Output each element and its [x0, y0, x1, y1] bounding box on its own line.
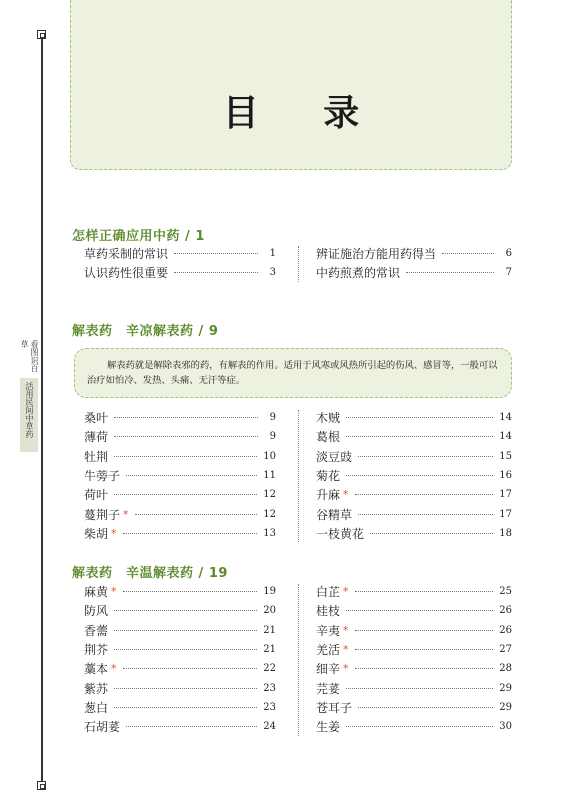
page-title: 目 录: [222, 92, 386, 134]
toc-entry-page-number: 3: [269, 267, 276, 279]
dot-leader: [346, 475, 493, 476]
toc-entry[interactable]: [316, 447, 512, 466]
toc-entry-page-number: 12: [263, 508, 276, 520]
toc-entry[interactable]: [84, 717, 276, 736]
side-tab: [20, 338, 38, 452]
section-heading-1[interactable]: [72, 225, 205, 244]
dot-leader: [406, 272, 494, 273]
toc-entry-title: 防风: [84, 604, 109, 619]
toc-entry-page-number: 30: [499, 721, 512, 733]
section-note: 解表药就是解除表邪的药，有解表的作用。适用于风寒或风热所引起的伤风、感冒等，一般可以治疗如怕冷、发热、头痛、无汗等症。: [74, 348, 512, 398]
side-tab-subtitle: 活用民间中草药: [25, 382, 34, 438]
toc-entry[interactable]: [316, 582, 512, 601]
dot-leader: [355, 649, 494, 650]
toc-entry[interactable]: [84, 640, 276, 659]
toc-entry-page-number: 29: [499, 701, 512, 713]
toc-entry-title: 桂枝: [316, 604, 341, 619]
toc-entry[interactable]: [316, 244, 512, 263]
toc-entry[interactable]: [84, 582, 276, 601]
asterisk-marker: *: [111, 662, 117, 676]
toc-entry-title: 辨证施治方能用药得当: [316, 247, 437, 262]
section-heading-2-page: / 9: [193, 324, 219, 339]
dot-leader: [114, 649, 257, 650]
asterisk-marker: *: [343, 585, 349, 599]
dot-leader: [355, 630, 494, 631]
toc-column-right-2: [316, 408, 512, 543]
dot-leader: [355, 494, 494, 495]
section-heading-1-page: / 1: [180, 229, 205, 244]
toc-entry[interactable]: [316, 717, 512, 736]
section-heading-3-page: / 19: [193, 566, 228, 581]
dot-leader: [174, 272, 258, 273]
toc-entry-title: 苍耳子: [316, 700, 353, 715]
dot-leader: [346, 688, 493, 689]
section-heading-2[interactable]: [72, 320, 218, 339]
frame-corner-ornament-bottom: [37, 781, 46, 790]
toc-entry-title: 荷叶: [84, 488, 109, 503]
toc-entry[interactable]: [84, 524, 276, 543]
dot-leader: [346, 436, 493, 437]
toc-entry-title: 牡荆: [84, 449, 109, 464]
toc-column-right-3: [316, 582, 512, 736]
toc-entry[interactable]: [316, 427, 512, 446]
dot-leader: [114, 494, 257, 495]
asterisk-marker: *: [343, 662, 349, 676]
dot-leader: [114, 436, 258, 437]
toc-entry-page-number: 28: [499, 663, 512, 675]
toc-entry-page-number: 26: [499, 624, 512, 636]
toc-entry-title: 一枝黄花: [316, 526, 365, 541]
toc-entry[interactable]: [316, 640, 512, 659]
toc-entry-page-number: 25: [499, 586, 512, 598]
asterisk-marker: *: [343, 643, 349, 657]
toc-entry-title: 升麻: [316, 488, 341, 503]
toc-entry-title: 菊花: [316, 469, 341, 484]
toc-entry[interactable]: [316, 698, 512, 717]
dot-leader: [355, 591, 494, 592]
toc-entry-title: 芫荽: [316, 681, 341, 696]
dot-leader: [126, 475, 257, 476]
toc-entry-title: 葱白: [84, 700, 109, 715]
toc-entry-title: 柴胡: [84, 526, 109, 541]
toc-entry-page-number: 6: [505, 248, 512, 260]
toc-entry-title: 中药煎煮的常识: [316, 266, 401, 281]
toc-entry-page-number: 29: [499, 682, 512, 694]
toc-entry-title: 淡豆豉: [316, 449, 353, 464]
toc-entry[interactable]: [316, 678, 512, 697]
toc-entry-title: 谷精草: [316, 507, 353, 522]
toc-entry-page-number: 17: [499, 489, 512, 501]
toc-entry-page-number: 9: [269, 412, 276, 424]
asterisk-marker: *: [111, 585, 117, 599]
toc-entry[interactable]: [84, 408, 276, 427]
toc-entry-title: 羌活: [316, 643, 341, 658]
toc-entry-title: 辛夷: [316, 623, 341, 638]
column-divider-1: [298, 246, 299, 282]
toc-entry-page-number: 12: [263, 489, 276, 501]
section-heading-1-text: 怎样正确应用中药: [72, 229, 181, 244]
toc-entry[interactable]: [84, 504, 276, 523]
left-frame-line: [41, 38, 43, 782]
asterisk-marker: *: [343, 488, 349, 502]
toc-entry[interactable]: [84, 447, 276, 466]
toc-entry-title: 紫苏: [84, 681, 109, 696]
toc-entry-page-number: 14: [499, 431, 512, 443]
toc-entry-title: 认识药性很重要: [84, 266, 169, 281]
dot-leader: [370, 533, 493, 534]
toc-entry[interactable]: [84, 698, 276, 717]
dot-leader: [114, 707, 257, 708]
toc-entry-page-number: 26: [499, 605, 512, 617]
dot-leader: [123, 668, 258, 669]
toc-entry-page-number: 16: [499, 470, 512, 482]
toc-entry[interactable]: [316, 621, 512, 640]
toc-entry-page-number: 14: [499, 412, 512, 424]
toc-entry-title: 桑叶: [84, 411, 109, 426]
toc-entry-page-number: 1: [269, 248, 276, 260]
toc-entry-title: 香薷: [84, 623, 109, 638]
dot-leader: [358, 514, 493, 515]
toc-column-left-2: [84, 408, 276, 543]
asterisk-marker: *: [111, 526, 117, 540]
dot-leader: [174, 253, 258, 254]
toc-entry[interactable]: [84, 659, 276, 678]
dot-leader: [442, 253, 494, 254]
toc-entry[interactable]: [316, 524, 512, 543]
toc-entry[interactable]: [316, 466, 512, 485]
toc-entry-page-number: 21: [263, 644, 276, 656]
dot-leader: [135, 514, 258, 515]
section-heading-2-text: 解表药 辛凉解表药: [72, 324, 194, 339]
dot-leader: [123, 591, 258, 592]
toc-entry-page-number: 9: [269, 431, 276, 443]
dot-leader: [114, 456, 257, 457]
toc-entry-title: 麻黄: [84, 585, 109, 600]
dot-leader: [358, 456, 493, 457]
toc-entry-page-number: 27: [499, 644, 512, 656]
toc-entry[interactable]: [316, 659, 512, 678]
dot-leader: [114, 417, 258, 418]
toc-entry-title: 葛根: [316, 430, 341, 445]
toc-entry[interactable]: [84, 621, 276, 640]
toc-entry-page-number: 21: [263, 624, 276, 636]
toc-entry-page-number: 24: [263, 721, 276, 733]
toc-entry[interactable]: [84, 601, 276, 620]
toc-entry[interactable]: [316, 408, 512, 427]
toc-entry-page-number: 23: [263, 701, 276, 713]
toc-entry-page-number: 20: [263, 605, 276, 617]
toc-entry-title: 白芷: [316, 585, 341, 600]
toc-entry-title: 木贼: [316, 411, 341, 426]
toc-entry[interactable]: [316, 263, 512, 282]
dot-leader: [346, 417, 493, 418]
toc-entry-page-number: 15: [499, 450, 512, 462]
toc-entry[interactable]: [84, 466, 276, 485]
dot-leader: [346, 726, 493, 727]
toc-entry-page-number: 13: [263, 527, 276, 539]
toc-entry-page-number: 7: [505, 267, 512, 279]
toc-entry[interactable]: [316, 601, 512, 620]
toc-entry[interactable]: [84, 244, 276, 263]
toc-entry-page-number: 10: [263, 450, 276, 462]
toc-entry-page-number: 18: [499, 527, 512, 539]
toc-column-left-3: [84, 582, 276, 736]
section-heading-3[interactable]: [72, 562, 228, 581]
toc-entry-title: 生姜: [316, 720, 341, 735]
side-tab-book-title: 看图识百草: [20, 340, 39, 372]
toc-column-right-1: [316, 244, 512, 283]
dot-leader: [114, 630, 257, 631]
toc-entry-title: 蔓荆子: [84, 507, 121, 522]
toc-entry[interactable]: [316, 485, 512, 504]
toc-entry-page-number: 22: [263, 663, 276, 675]
toc-entry[interactable]: [84, 678, 276, 697]
dot-leader: [114, 688, 257, 689]
dot-leader: [346, 610, 493, 611]
toc-entry-page-number: 23: [263, 682, 276, 694]
toc-entry-title: 荆芥: [84, 643, 109, 658]
toc-entry-page-number: 19: [263, 586, 276, 598]
dot-leader: [114, 610, 257, 611]
toc-entry-title: 草药采制的常识: [84, 247, 169, 262]
dot-leader: [358, 707, 493, 708]
toc-entry[interactable]: [84, 427, 276, 446]
toc-entry[interactable]: [84, 485, 276, 504]
asterisk-marker: *: [123, 507, 129, 521]
dot-leader: [355, 668, 494, 669]
toc-entry[interactable]: [84, 263, 276, 282]
dot-leader: [123, 533, 258, 534]
toc-entry-page-number: 17: [499, 508, 512, 520]
section-heading-3-text: 解表药 辛温解表药: [72, 566, 194, 581]
toc-entry-title: 藁本: [84, 662, 109, 677]
frame-corner-ornament-top: [37, 30, 46, 39]
toc-entry[interactable]: [316, 504, 512, 523]
toc-column-left-1: [84, 244, 276, 283]
toc-entry-title: 石胡荽: [84, 720, 121, 735]
column-divider-2: [298, 410, 299, 542]
toc-entry-title: 薄荷: [84, 430, 109, 445]
toc-entry-page-number: 11: [263, 470, 276, 482]
column-divider-3: [298, 584, 299, 736]
toc-entry-title: 牛蒡子: [84, 469, 121, 484]
title-panel: [70, 0, 512, 170]
asterisk-marker: *: [343, 623, 349, 637]
dot-leader: [126, 726, 257, 727]
toc-entry-title: 细辛: [316, 662, 341, 677]
